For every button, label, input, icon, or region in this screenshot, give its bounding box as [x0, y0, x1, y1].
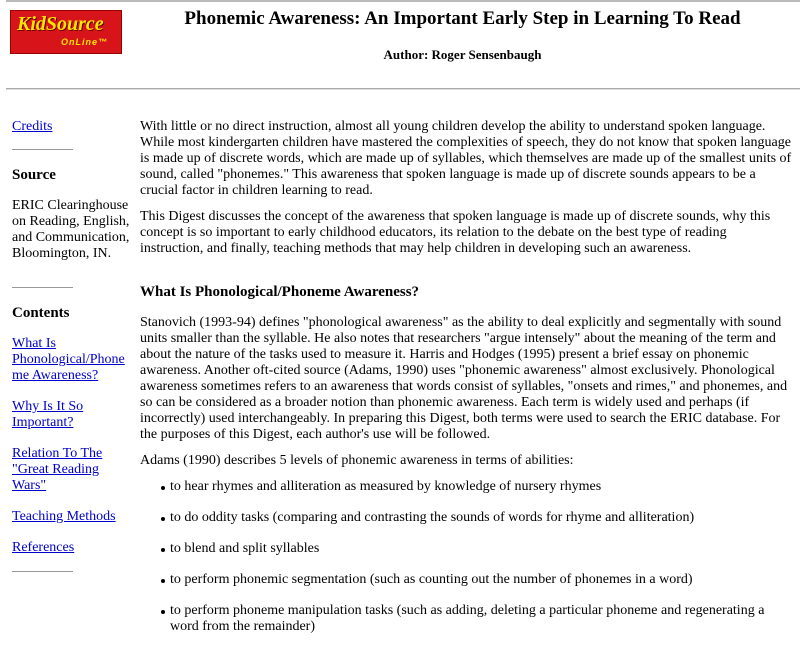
kidsource-logo[interactable] — [10, 10, 122, 54]
page-header — [0, 0, 800, 88]
source-text: ERIC Clearinghouse on Reading, English, and Communication, Bloomington, IN. — [12, 198, 130, 261]
section-heading: What Is Phonological/Phoneme Awareness? — [140, 284, 420, 300]
sidebar — [12, 119, 134, 588]
intro-paragraph-1: With little or no direct instruction, almost all young children develop the ability to understand spoken language. While most kindergarten children have mastered the complexities of speech, they do not know that spoken language is made up of discrete words, which are made up of syllables, which themselves are made up of the smallest units of sound, called "phonemes." This awareness that spoken language is made up of discrete sounds appears to be a crucial factor in children learning to read. — [140, 119, 792, 198]
credits-link[interactable]: Credits — [12, 119, 53, 134]
list-item: to blend and split syllables — [170, 541, 792, 557]
article-body — [140, 119, 792, 650]
contents-link-why-important[interactable]: Why Is It So Important? — [12, 399, 84, 430]
header-text — [130, 8, 795, 63]
logo-main-text: KidSource — [17, 13, 104, 35]
list-item: to do oddity tasks (comparing and contrasting the sounds of words for rhyme and alliteration) — [170, 510, 792, 526]
contents-link-references[interactable]: References — [12, 540, 75, 555]
sidebar-divider — [12, 287, 73, 288]
intro-paragraph-2: This Digest discusses the concept of the awareness that spoken language is made up of discrete sounds, why this concept is so important to early childhood educators, its relation to the debate on the best type of reading instruction, and finally, teaching methods that may help children in developing such an awareness. — [140, 209, 771, 256]
levels-list — [140, 479, 792, 635]
list-item: to hear rhymes and alliteration as measured by knowledge of nursery rhymes — [170, 479, 792, 495]
contents-link-reading-wars[interactable]: Relation To The "Great Reading Wars" — [12, 446, 103, 493]
definition-paragraph: Stanovich (1993-94) defines "phonological awareness" as the ability to deal explicitly and segmentally with sound units smaller than the syllable. He also notes that researchers "argue intensely" about the meaning of the term and about the nature of the tasks used to measure it. Harris and Hodges (1995) present a brief essay on phonemic awareness. Another oft-cited source (Adams, 1990) uses "phonemic awareness" almost exclusively. Phonological awareness sometimes refers to an awareness that words consist of syllables, "onsets and rimes," and phonemes, and so can be considered as a broader notion than phonemic awareness. Each term is widely used and perhaps (if incorrectly) used interchangeably. In preparing this Digest, both terms were used to search the ERIC database. For the purposes of this Digest, each author's use will be followed. — [140, 315, 788, 442]
sidebar-credits — [12, 119, 134, 135]
list-item: to perform phoneme manipulation tasks (such as adding, deleting a particular phoneme and regenerating a word from the remainder) — [170, 603, 792, 635]
levels-intro: Adams (1990) describes 5 levels of phonemic awareness in terms of abilities: — [140, 453, 574, 468]
sidebar-divider — [12, 149, 73, 150]
logo-sub-text: OnLine™ — [61, 37, 108, 47]
author-line: Author: Roger Sensenbaugh — [383, 47, 542, 62]
list-item: to perform phonemic segmentation (such as counting out the number of phonemes in a word) — [170, 572, 792, 588]
sidebar-divider — [12, 571, 73, 572]
contents-link-teaching-methods[interactable]: Teaching Methods — [12, 509, 116, 524]
content-area — [0, 90, 800, 650]
contents-link-what-is[interactable]: What Is Phonological/Phoneme Awareness? — [12, 336, 125, 383]
contents-heading: Contents — [12, 305, 70, 321]
source-heading: Source — [12, 167, 56, 183]
page-title: Phonemic Awareness: An Important Early Step in Learning To Read — [184, 8, 741, 29]
